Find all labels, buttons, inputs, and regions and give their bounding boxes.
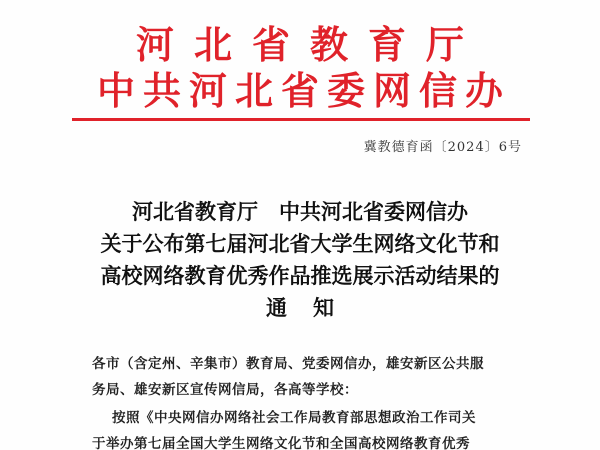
addressee-line-2: 务局、雄安新区宣传网信局，各高等学校： — [92, 382, 358, 398]
title-line-3: 高校网络教育优秀作品推选展示活动结果的 — [100, 263, 500, 288]
document-number: 冀教德育函〔2024〕6号 — [363, 140, 522, 155]
red-divider-line — [72, 118, 530, 121]
body-line-1: 按照《中央网信办网络社会工作局教育部思想政治工作司关 — [112, 410, 476, 426]
title-line-2: 关于公布第七届河北省大学生网络文化节和 — [100, 231, 500, 256]
title-line-4: 通知 — [266, 295, 360, 320]
addressee-line-1: 各市（含定州、辛集市）教育局、党委网信办，雄安新区公共服 — [92, 356, 484, 372]
body-line-2: 于举办第七届全国大学生网络文化节和全国高校网络教育优秀 — [92, 436, 470, 450]
title-line-1: 河北省教育厅 中共河北省委网信办 — [132, 199, 468, 224]
masthead-issuer-1: 河北省教育厅 — [135, 23, 484, 67]
masthead-issuer-2: 中共河北省委网信办 — [96, 69, 511, 113]
